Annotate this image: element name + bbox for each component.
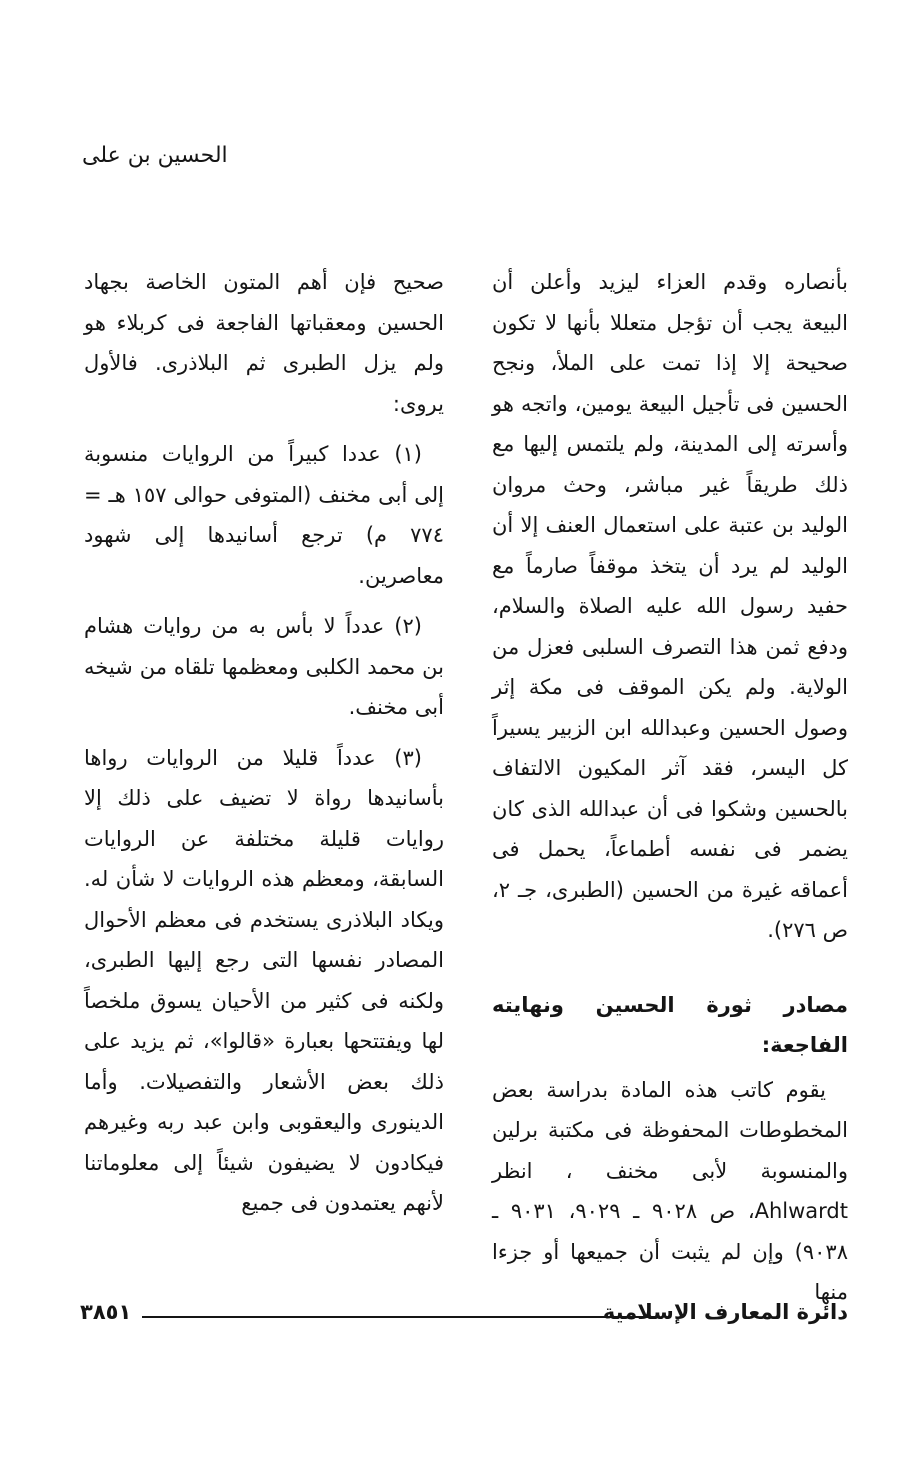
left-text-column: [84, 262, 444, 1224]
body-paragraph: يقوم كاتب هذه المادة بدراسة بعض المخطوطات المحفوظة فى مكتبة برلين والمنسوبة لأبى مخنف ، انظر Ahlwardt، ص ٩٠٢٨ ـ ٩٠٢٩، ٩٠٣١ ـ ٩٠٣٨) وإن لم يثبت أن جميعها أو جزءا منها: [492, 1077, 848, 1304]
body-paragraph: بأنصاره وقدم العزاء ليزيد وأعلن أن البيعة يجب أن تؤجل متعللا بأنها لا تكون صحيحة إلا إذا تمت على الملأ، ونجح الحسين فى تأجيل البيعة يومين، واتجه هو وأسرته إلى المدينة، ولم يلتمس إليها مع ذلك طريقاً غير مباشر، وحث مروان الوليد بن عتبة على استعمال العنف إلا أن الوليد لم يرد أن يتخذ موقفاً صارماً مع حفيد رسول الله عليه الصلاة والسلام، ودفع ثمن هذا التصرف السلبى فعزل من الولاية. ولم يكن الموقف فى مكة إثر وصول الحسين وعبدالله ابن الزبير يسيراً كل اليسر، فقد آثر المكيون الالتفاف بالحسين وشكوا فى أن عبدالله الذى كان يضمر فى نفسه أطماعاً، يحمل فى أعماقه غيرة من الحسين (الطبرى، جـ ٢، ص ٢٧٦).: [492, 270, 848, 942]
page-number: ٣٨٥١: [80, 1300, 132, 1324]
right-text-column: [492, 262, 848, 1313]
numbered-item: (٣) عدداً قليلا من الروايات رواها بأسانيدها رواة لا تضيف على ذلك إلا روايات قليلة مختلفة عن الروايات السابقة، ومعظم هذه الروايات لا شأن له. ويكاد البلاذرى يستخدم فى معظم الأحوال المصادر نفسها التى رجع إليها الطبرى، ولكنه فى كثير من الأحيان يسوق ملخصاً لها ويفتتحها بعبارة «قالوا»، ثم يزيد على ذلك بعض الأشعار والتفصيلات. وأما الدينورى واليعقوبى وابن عبد ربه وغيرهم فيكادون لا يضيفون شيئاً إلى معلوماتنا لأنهم يعتمدون فى جميع: [84, 745, 444, 1215]
numbered-item: (١) عددا كبيراً من الروايات منسوبة إلى أبى مخنف (المتوفى حوالى ١٥٧ هـ = ٧٧٤ م) ترجع أسانيدها إلى شهود معاصرين.: [84, 442, 444, 588]
body-paragraph: صحيح فإن أهم المتون الخاصة بجهاد الحسين ومعقباتها الفاجعة فى كربلاء هو ولم يزل الطبرى ثم البلاذرى. فالأول يروى:: [84, 270, 444, 416]
publication-title: دائرة المعارف الإسلامية: [602, 1300, 848, 1324]
section-heading: مصادر ثورة الحسين ونهايته الفاجعة:: [492, 992, 848, 1057]
running-header: الحسين بن على: [82, 143, 228, 168]
footer-divider: [142, 1316, 658, 1318]
numbered-item: (٢) عدداً لا بأس به من روايات هشام بن محمد الكلبى ومعظمها تلقاه من شيخه أبى مخنف.: [84, 614, 444, 719]
page-footer: [80, 1300, 848, 1330]
